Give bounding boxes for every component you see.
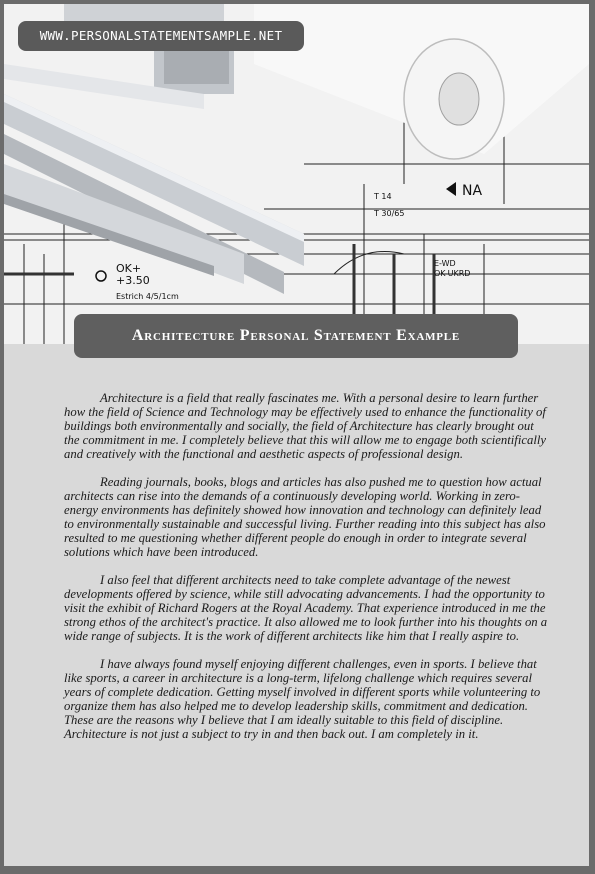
site-url-badge[interactable]: WWW.PERSONALSTATEMENTSAMPLE.NET: [18, 21, 304, 51]
drawing-label-t14: T 14: [374, 192, 392, 201]
page: [4, 4, 589, 866]
architecture-drawing-illustration: [4, 4, 589, 344]
drawing-label-estrich: Estrich 4/5/1cm: [116, 292, 179, 301]
paragraph: Reading journals, books, blogs and articles has also pushed me to question how actual architects can rise into the demands of a continuously developing world. Working in zero-energy environments has definitely showed how innovation and technology can definitely lead to environmentally sustainable and successful living. Further reading into this subject has also resulted to me questioning whether different people do enough in order to integrate several solutions which have been introduced.: [64, 475, 546, 559]
page-title: Architecture Personal Statement Example: [74, 314, 518, 358]
paragraph: Architecture is a field that really fascinates me. With a personal desire to learn further how the field of Science and Technology may be effectively used to enhance the functionality of buildings both environmentally and socially, the field of Architecture has clearly brought out the commitment in me. I completely believe that this will allow me to engage both scientifically and creatively with the functional and aesthetic aspects of professional design.: [64, 391, 547, 461]
paragraph: I have always found myself enjoying different challenges, even in sports. I believe that like sports, a career in architecture is a long-term, lifelong challenge which requires several years of complete dedication. Getting myself involved in different sports while volunteering to organize them has also helped me to develop leadership skills, commitment and dedication. These are the reasons why I believe that I am ideally suitable to this field of discipline. Architecture is not just a subject to try in and then back out. I am completely in it.: [64, 657, 541, 741]
drawing-label-t3065: T 30/65: [374, 209, 405, 218]
hero-image: [4, 4, 589, 344]
drawing-label-na: NA: [462, 183, 483, 199]
drawing-label-ok: OK+: [116, 262, 142, 275]
statement-body: [64, 391, 548, 755]
drawing-label-okukrd: OK-UKRD: [434, 269, 471, 278]
drawing-label-level: +3.50: [116, 274, 150, 287]
drawing-label-ewd: E-WD: [434, 259, 456, 268]
paragraph: I also feel that different architects need to take complete advantage of the newest developments offered by science, while still advocating advancements. I had the opportunity to visit the exhibit of Richard Rogers at the Royal Academy. That experience introduced in me the strong ethos of the architect's practice. It also allowed me to look further into his thoughts on a wide range of subjects. It is the work of different architects like him that I really aspire to.: [64, 573, 548, 643]
